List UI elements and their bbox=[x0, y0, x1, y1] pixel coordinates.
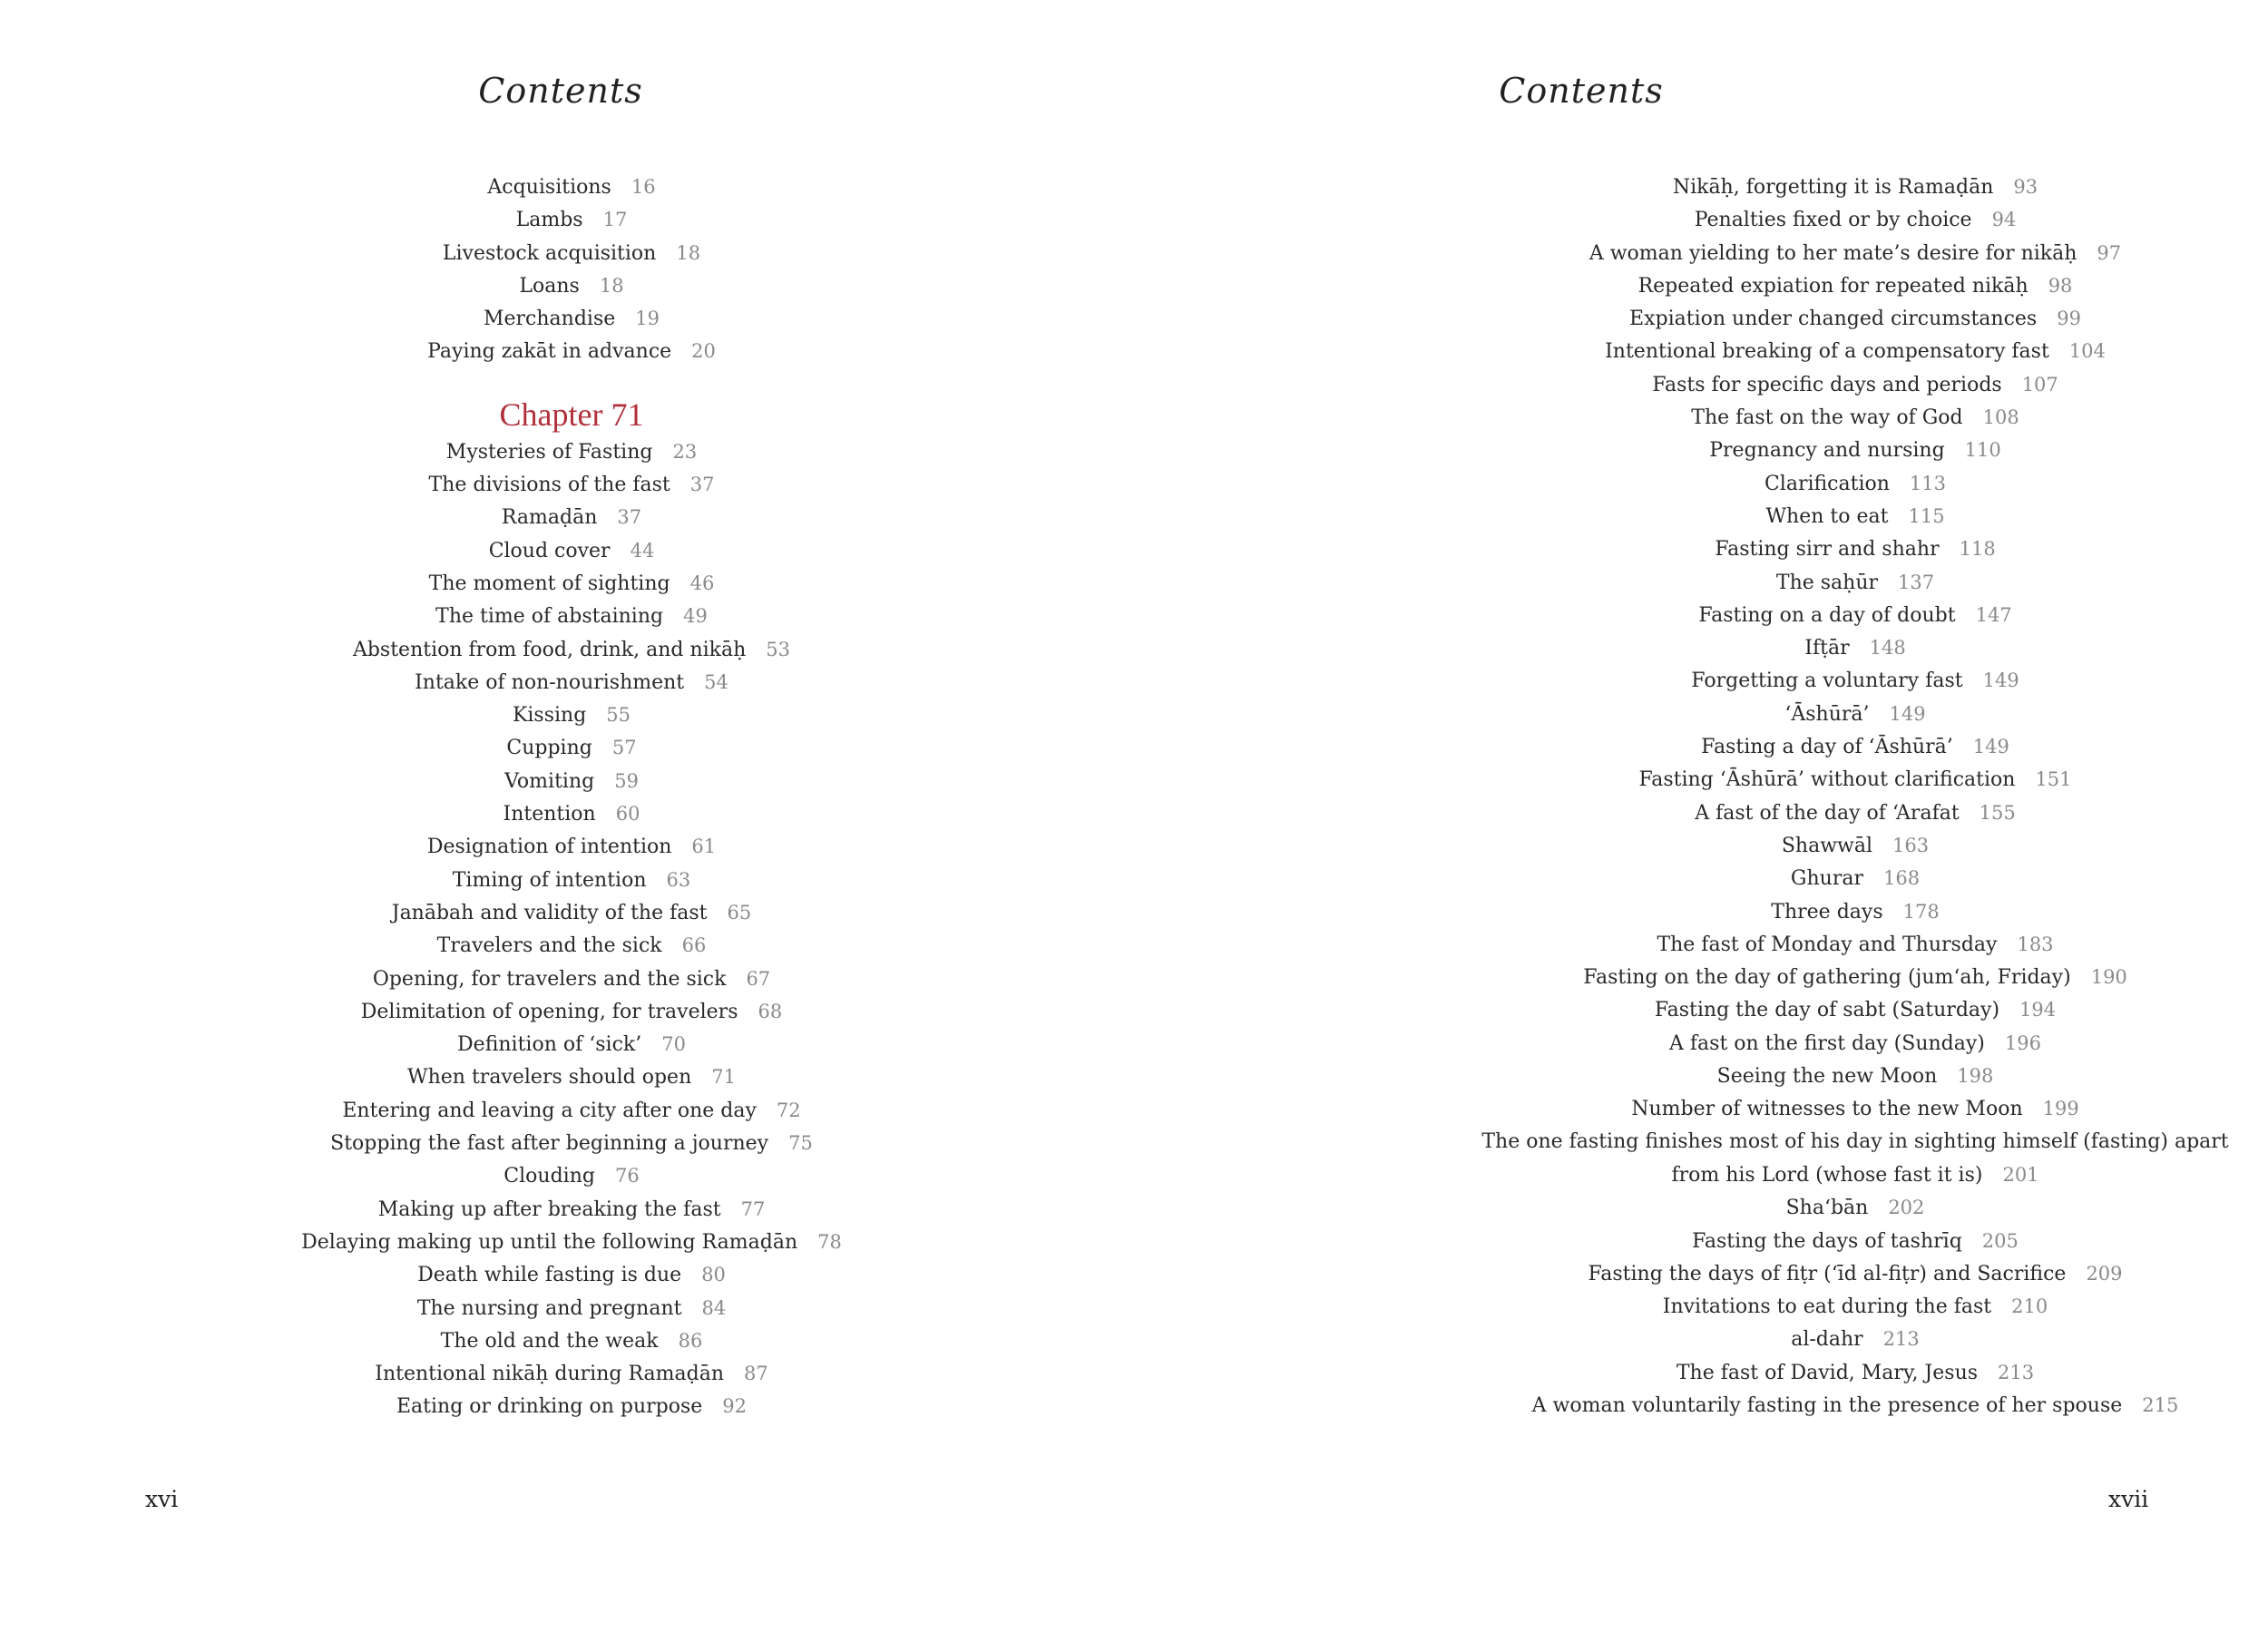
toc-entry-page-number: 76 bbox=[614, 1165, 640, 1188]
toc-entry-title: Seeing the new Moon bbox=[1716, 1065, 1938, 1089]
toc-entry bbox=[227, 1226, 916, 1258]
toc-entry bbox=[227, 896, 916, 929]
toc-entry-page-number: 113 bbox=[1909, 472, 1947, 494]
toc-entry bbox=[227, 435, 916, 468]
toc-entry bbox=[227, 302, 916, 335]
toc-entry-page-number: 201 bbox=[2002, 1163, 2039, 1186]
toc-entry-title: Intention bbox=[503, 803, 596, 826]
toc-entry-page-number: 23 bbox=[672, 440, 698, 463]
toc-entry-page-number: 215 bbox=[2142, 1393, 2179, 1416]
toc-list bbox=[1365, 171, 2268, 1422]
toc-entry-page-number: 53 bbox=[766, 638, 791, 660]
toc-entry-wrapped-line-1 bbox=[1365, 1126, 2268, 1158]
toc-entry bbox=[1365, 203, 2268, 236]
toc-entry bbox=[1365, 895, 2268, 928]
toc-entry-title: Delaying making up until the following Ramaḍān bbox=[301, 1230, 798, 1254]
toc-entry-page-number: 97 bbox=[2097, 241, 2122, 264]
toc-entry bbox=[1365, 1323, 2268, 1355]
toc-entry-page-number: 20 bbox=[691, 340, 716, 363]
toc-entry bbox=[227, 797, 916, 830]
toc-entry bbox=[1365, 763, 2268, 796]
toc-entry-title: Ifṭār bbox=[1804, 637, 1850, 660]
toc-entry bbox=[227, 699, 916, 731]
toc-entry-page-number: 149 bbox=[1982, 670, 2019, 692]
toc-entry bbox=[227, 534, 916, 567]
toc-entry-title: al-dahr bbox=[1791, 1328, 1863, 1352]
toc-entry bbox=[227, 1324, 916, 1357]
toc-entry-page-number: 77 bbox=[740, 1197, 766, 1220]
right-page bbox=[1134, 0, 2268, 1642]
toc-entry bbox=[227, 1390, 916, 1422]
toc-entry-title: Opening, for travelers and the sick bbox=[372, 967, 727, 991]
toc-entry-title: Fasts for specific days and periods bbox=[1652, 373, 2002, 396]
toc-entry-page-number: 151 bbox=[2035, 768, 2072, 791]
toc-entry-title: Shawwāl bbox=[1781, 834, 1873, 857]
toc-entry bbox=[1365, 237, 2268, 269]
toc-entry-page-number: 57 bbox=[611, 737, 637, 759]
toc-entry-wrapped-line-2 bbox=[1365, 1158, 2268, 1191]
toc-entry-title: Fasting on a day of doubt bbox=[1698, 603, 1956, 627]
toc-entry bbox=[1365, 797, 2268, 829]
toc-entry-title: The fast of David, Mary, Jesus bbox=[1676, 1361, 1979, 1384]
toc-entry-page-number: 213 bbox=[1882, 1328, 1920, 1351]
toc-entry-title: Repeated expiation for repeated nikāḥ bbox=[1637, 274, 2028, 298]
toc-entry-page-number: 72 bbox=[776, 1099, 801, 1121]
toc-entry bbox=[227, 171, 916, 203]
page-folio: xvii bbox=[2108, 1486, 2149, 1512]
toc-entry bbox=[1365, 599, 2268, 631]
toc-entry bbox=[227, 567, 916, 600]
toc-entry-title: Ramaḍān bbox=[501, 506, 598, 530]
toc-entry-title: Delimitation of opening, for travelers bbox=[360, 1000, 738, 1023]
toc-entry-title: A fast on the first day (Sunday) bbox=[1669, 1031, 1985, 1055]
toc-entry-title: Fasting on the day of gathering (jum‘ah, Friday) bbox=[1583, 966, 2071, 990]
toc-entry bbox=[1365, 171, 2268, 203]
toc-entry-page-number: 46 bbox=[689, 572, 715, 594]
toc-entry-page-number: 98 bbox=[2048, 274, 2073, 297]
toc-entry-page-number: 71 bbox=[711, 1066, 736, 1089]
toc-entry-title: Mysteries of Fasting bbox=[445, 440, 653, 464]
toc-entry-page-number: 198 bbox=[1957, 1065, 1994, 1088]
toc-entry-page-number: 19 bbox=[635, 308, 660, 330]
toc-entry bbox=[1365, 368, 2268, 401]
toc-entry-title: The fast on the way of God bbox=[1691, 406, 1963, 430]
toc-entry bbox=[227, 765, 916, 797]
toc-entry bbox=[1365, 862, 2268, 894]
toc-entry-page-number: 196 bbox=[2004, 1031, 2041, 1054]
toc-entry-title: Entering and leaving a city after one day bbox=[342, 1099, 757, 1122]
toc-entry bbox=[227, 666, 916, 699]
toc-entry-title: Three days bbox=[1771, 900, 1883, 924]
toc-entry-title: Fasting the days of fiṭr (‘īd al-fiṭr) and Sacrifice bbox=[1588, 1262, 2067, 1285]
toc-entry bbox=[1365, 1027, 2268, 1060]
toc-entry-title: The divisions of the fast bbox=[428, 474, 670, 497]
toc-entry-title: Fasting a day of ‘Āshūrā’ bbox=[1701, 736, 1953, 759]
toc-entry bbox=[1365, 730, 2268, 763]
toc-entry bbox=[1365, 1092, 2268, 1125]
toc-entry-page-number: 149 bbox=[1972, 736, 2009, 758]
toc-entry-page-number: 54 bbox=[704, 670, 728, 693]
toc-entry bbox=[1365, 269, 2268, 302]
toc-entry-page-number: 149 bbox=[1889, 702, 1926, 725]
running-head: Contents bbox=[478, 71, 643, 111]
toc-entry bbox=[227, 1193, 916, 1226]
toc-entry-title: Designation of intention bbox=[426, 836, 672, 859]
toc-entry-title: A woman voluntarily fasting in the presence of her spouse bbox=[1531, 1393, 2123, 1417]
toc-entry-title: Abstention from food, drink, and nikāḥ bbox=[352, 638, 747, 661]
toc-entry bbox=[227, 600, 916, 632]
toc-entry-page-number: 118 bbox=[1959, 538, 1996, 561]
toc-entry-page-number: 163 bbox=[1892, 834, 1930, 856]
toc-entry bbox=[1365, 961, 2268, 993]
toc-entry bbox=[227, 1127, 916, 1159]
toc-entry-title: Clarification bbox=[1764, 472, 1890, 495]
toc-entry-page-number: 18 bbox=[676, 241, 701, 264]
toc-entry-title: A fast of the day of ‘Arafat bbox=[1695, 801, 1960, 825]
toc-entry-title: from his Lord (whose fast it is) bbox=[1671, 1163, 1983, 1187]
toc-entry bbox=[227, 1159, 916, 1192]
toc-entry-page-number: 210 bbox=[2011, 1295, 2048, 1318]
toc-entry-page-number: 183 bbox=[2017, 933, 2054, 955]
toc-entry-page-number: 209 bbox=[2086, 1262, 2123, 1285]
toc-entry-title: Travelers and the sick bbox=[436, 934, 662, 958]
toc-entry bbox=[227, 1292, 916, 1324]
toc-entry-title: The fast of Monday and Thursday bbox=[1657, 933, 1998, 956]
toc-entry-page-number: 44 bbox=[630, 539, 655, 562]
toc-entry-page-number: 49 bbox=[683, 605, 708, 628]
toc-entry-title: When to eat bbox=[1765, 504, 1889, 528]
toc-entry-page-number: 59 bbox=[614, 769, 639, 792]
toc-entry-page-number: 108 bbox=[1982, 406, 2019, 429]
toc-entry-page-number: 199 bbox=[2042, 1098, 2079, 1120]
toc-entry-page-number: 17 bbox=[602, 209, 628, 231]
toc-entry-title: The time of abstaining bbox=[435, 605, 664, 629]
toc-entry-page-number: 148 bbox=[1869, 637, 1906, 660]
toc-entry-page-number: 147 bbox=[1975, 603, 2012, 626]
toc-entry bbox=[1365, 566, 2268, 599]
toc-entry bbox=[227, 864, 916, 896]
toc-entry-page-number: 155 bbox=[1979, 801, 2016, 824]
toc-entry-title: Paying zakāt in advance bbox=[427, 340, 672, 364]
toc-entry-title: Lambs bbox=[515, 209, 583, 232]
toc-entry bbox=[1365, 1290, 2268, 1323]
toc-entry-page-number: 75 bbox=[788, 1132, 813, 1155]
toc-entry-page-number: 93 bbox=[2013, 176, 2038, 198]
toc-entry-page-number: 66 bbox=[681, 934, 707, 957]
toc-entry-title: Cloud cover bbox=[488, 539, 611, 562]
toc-entry-page-number: 213 bbox=[1998, 1361, 2035, 1383]
toc-entry bbox=[227, 995, 916, 1028]
toc-entry-page-number: 94 bbox=[1991, 209, 2017, 231]
toc-entry-page-number: 87 bbox=[744, 1363, 768, 1385]
toc-entry-title: Intake of non-nourishment bbox=[415, 670, 685, 694]
toc-entry-title: Loans bbox=[519, 274, 580, 298]
toc-entry-title: Ghurar bbox=[1790, 867, 1863, 891]
toc-entry-page-number: 65 bbox=[727, 901, 752, 924]
toc-entry-title: Forgetting a voluntary fast bbox=[1691, 670, 1963, 693]
toc-entry bbox=[227, 830, 916, 863]
toc-entry bbox=[227, 1028, 916, 1060]
toc-entry bbox=[1365, 1356, 2268, 1389]
toc-entry-title: Penalties fixed or by choice bbox=[1694, 209, 1972, 232]
chapter-heading: Chapter 71 bbox=[499, 396, 644, 433]
toc-entry-page-number: 178 bbox=[1902, 900, 1940, 923]
toc-entry-page-number: 18 bbox=[599, 274, 624, 297]
toc-entry-title: Eating or drinking on purpose bbox=[396, 1395, 703, 1419]
toc-entry-title: Livestock acquisition bbox=[442, 241, 657, 265]
toc-entry-page-number: 63 bbox=[666, 868, 691, 891]
toc-entry-title: Number of witnesses to the new Moon bbox=[1631, 1098, 2023, 1121]
toc-entry bbox=[1365, 533, 2268, 565]
toc-entry-page-number: 70 bbox=[661, 1033, 686, 1056]
toc-entry-title: Nikāḥ, forgetting it is Ramaḍān bbox=[1672, 176, 1994, 199]
toc-entry-title: Death while fasting is due bbox=[417, 1264, 682, 1287]
toc-entry-title: ‘Āshūrā’ bbox=[1784, 702, 1870, 726]
toc-entry-page-number: 55 bbox=[606, 704, 631, 727]
toc-entry bbox=[227, 633, 916, 666]
toc-entry bbox=[227, 203, 916, 236]
toc-entry bbox=[1365, 1257, 2268, 1290]
toc-entry bbox=[1365, 401, 2268, 434]
running-head: Contents bbox=[1499, 71, 1664, 111]
toc-entry-page-number: 86 bbox=[678, 1329, 703, 1352]
toc-entry-title: The one fasting finishes most of his day in sighting himself (fasting) apart bbox=[1481, 1129, 2229, 1153]
toc-entry-title: When travelers should open bbox=[407, 1066, 692, 1090]
toc-entry bbox=[1365, 698, 2268, 730]
toc-entry-title: Fasting sirr and shahr bbox=[1715, 538, 1940, 562]
toc-entry bbox=[1365, 664, 2268, 697]
toc-entry bbox=[227, 237, 916, 269]
toc-entry-page-number: 16 bbox=[631, 176, 656, 198]
toc-entry-title: Fasting the day of sabt (Saturday) bbox=[1654, 999, 2000, 1022]
toc-entry-title: Clouding bbox=[503, 1165, 595, 1188]
toc-entry-page-number: 60 bbox=[615, 803, 640, 826]
toc-entry-title: Acquisitions bbox=[487, 176, 611, 199]
toc-entry-page-number: 84 bbox=[701, 1296, 727, 1319]
toc-entry-page-number: 137 bbox=[1898, 571, 1935, 593]
toc-entry bbox=[1365, 500, 2268, 533]
toc-entry bbox=[227, 269, 916, 302]
toc-entry bbox=[1365, 1389, 2268, 1422]
toc-entry-title: Invitations to eat during the fast bbox=[1662, 1295, 1992, 1319]
toc-entry-page-number: 190 bbox=[2090, 966, 2127, 989]
toc-entry bbox=[227, 963, 916, 995]
toc-entry-title: The nursing and pregnant bbox=[416, 1296, 682, 1320]
toc-entry-page-number: 67 bbox=[746, 967, 771, 990]
toc-entry-page-number: 68 bbox=[758, 1000, 783, 1022]
toc-entry-title: The saḥūr bbox=[1775, 571, 1879, 594]
toc-entry bbox=[1365, 335, 2268, 367]
toc-entry-page-number: 115 bbox=[1908, 504, 1945, 527]
toc-entry-page-number: 99 bbox=[2057, 308, 2081, 330]
toc-entry bbox=[1365, 631, 2268, 664]
toc-list bbox=[227, 171, 916, 1423]
toc-entry-title: Definition of ‘sick’ bbox=[457, 1033, 642, 1057]
toc-entry-title: Making up after breaking the fast bbox=[377, 1197, 721, 1221]
toc-entry-title: A woman yielding to her mate’s desire for nikāḥ bbox=[1589, 241, 2077, 265]
toc-entry-title: Pregnancy and nursing bbox=[1709, 439, 1945, 463]
toc-entry bbox=[227, 1094, 916, 1127]
toc-entry-title: Vomiting bbox=[504, 769, 595, 793]
toc-entry bbox=[1365, 434, 2268, 466]
toc-entry bbox=[227, 731, 916, 764]
toc-entry-title: Fasting ‘Āshūrā’ without clarification bbox=[1638, 768, 2016, 792]
toc-entry bbox=[1365, 829, 2268, 862]
toc-entry bbox=[1365, 1191, 2268, 1224]
toc-entry-title: The old and the weak bbox=[440, 1329, 659, 1353]
toc-entry-title: Kissing bbox=[512, 704, 587, 728]
toc-entry-page-number: 110 bbox=[1964, 439, 2001, 462]
toc-entry-page-number: 61 bbox=[691, 836, 717, 858]
toc-entry-page-number: 194 bbox=[2019, 999, 2057, 1021]
toc-entry-page-number: 80 bbox=[701, 1264, 726, 1286]
toc-entry-title: Timing of intention bbox=[452, 868, 647, 892]
toc-entry-title: Fasting the days of tashrīq bbox=[1692, 1229, 1962, 1253]
toc-entry-page-number: 168 bbox=[1882, 867, 1921, 890]
page-folio: xvi bbox=[145, 1486, 179, 1512]
toc-entry bbox=[227, 501, 916, 533]
toc-entry-title: The moment of sighting bbox=[428, 572, 670, 595]
toc-entry-page-number: 202 bbox=[1888, 1197, 1925, 1219]
toc-entry-page-number: 205 bbox=[1981, 1229, 2019, 1252]
toc-entry-title: Janābah and validity of the fast bbox=[391, 901, 708, 924]
toc-entry bbox=[1365, 467, 2268, 500]
toc-entry bbox=[227, 1258, 916, 1291]
toc-entry-page-number: 37 bbox=[617, 506, 642, 529]
toc-entry-page-number: 92 bbox=[722, 1395, 748, 1418]
toc-entry bbox=[227, 468, 916, 501]
toc-entry bbox=[227, 1357, 916, 1390]
toc-entry-page-number: 78 bbox=[817, 1230, 842, 1253]
toc-entry-title: Stopping the fast after beginning a journey bbox=[330, 1132, 769, 1156]
toc-entry-title: Merchandise bbox=[483, 308, 616, 331]
toc-entry-title: Intentional breaking of a compensatory fast bbox=[1605, 340, 2049, 364]
toc-entry bbox=[1365, 1060, 2268, 1092]
toc-entry-page-number: 37 bbox=[689, 474, 715, 496]
toc-entry-page-number: 104 bbox=[2068, 340, 2106, 363]
toc-entry bbox=[227, 929, 916, 962]
toc-entry-title: Expiation under changed circumstances bbox=[1629, 308, 2038, 331]
toc-entry bbox=[227, 335, 916, 367]
toc-entry-title: Sha‘bān bbox=[1785, 1197, 1869, 1220]
toc-entry bbox=[1365, 993, 2268, 1026]
toc-entry bbox=[1365, 302, 2268, 335]
toc-entry-page-number: 107 bbox=[2021, 373, 2058, 396]
toc-entry-title: Intentional nikāḥ during Ramaḍān bbox=[375, 1363, 724, 1386]
toc-entry bbox=[227, 1060, 916, 1093]
toc-entry bbox=[1365, 928, 2268, 961]
toc-entry-title: Cupping bbox=[506, 737, 592, 760]
toc-entry bbox=[1365, 1225, 2268, 1257]
